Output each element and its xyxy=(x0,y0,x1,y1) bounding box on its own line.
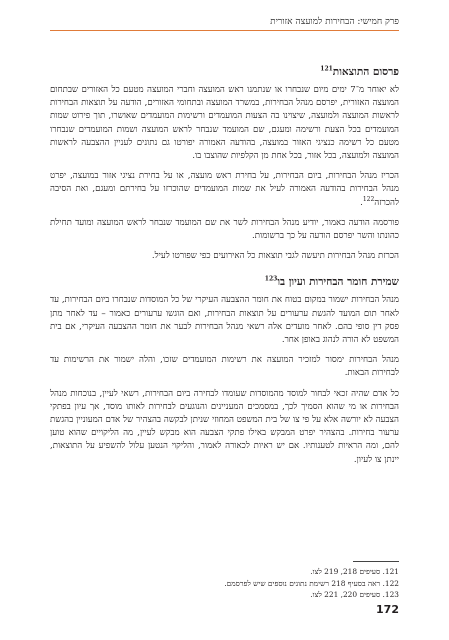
footnote-ref[interactable]: 123 xyxy=(264,275,278,283)
paragraph xyxy=(50,170,399,210)
heading-text: פרסום התוצאות xyxy=(332,66,399,78)
page-number: 172 xyxy=(376,603,399,616)
paragraph: פורסמה הודעה כאמור, יודיע מנהל הבחירות לשר את שם המועמד שנבחר לראש המועצה ומועד תחילת כהונתו והשר יפרסם הודעה על כך ברשומות. xyxy=(50,217,399,242)
footnote-divider xyxy=(353,561,399,562)
footnotes xyxy=(50,561,399,601)
page-content xyxy=(50,66,399,474)
heading-text: שמירת חומר הבחירות ועיון בו xyxy=(277,276,399,289)
header-divider xyxy=(50,30,399,31)
running-header: פרק חמישי: הבחירות למועצה אזורית xyxy=(270,17,399,27)
footnote: 122. ראה בסעיף 218 רשימת נתונים נוספים שיש לפרסמם. xyxy=(224,578,399,588)
paragraph: כל אדם שהיה זכאי לבחור למוסד מהמוסדות שעומדו לבחירה ביום הבחירות, רשאי לעיין, בנוכחות מנהל הבחירות או מי שהוא הסמיך לכך, במסמכים המעניינים והנוגעים לבחירות לאותו מוסד, אך עיון בפתקי הצבעה לא יורשה אלא על פי צו של בית המשפט המחוזי שניתן לבקשה בהצהיר של אדם המעוניין בהגשת ערעור בחירות. בהצהיר יפרט המבקש באילו פתקי הצבעה הוא מבקש לעיין, מה הליקויים שהוא טוען להם, ומה הראיות לטענותיו. אם יש ראיות לכאורה לאמור, והליקוי הנטען עלול להשפיע על התוצאות, יינתן צו לעיון. xyxy=(50,388,399,465)
footnote-ref[interactable]: 121 xyxy=(320,65,333,73)
footnote: 121. סעיפים 218, 219 לצו. xyxy=(310,567,399,576)
paragraph: הכרזת מנהל הבחירות תיעשה לגבי תוצאות כל האירועים כפי שפורטו לעיל. xyxy=(151,251,399,262)
footnote: 123. סעיפים 220, 221 לצו. xyxy=(310,590,399,600)
paragraph-text: הכריז מנהל הבחירות, ביום הבחירות, על בחירת ראש מועצה, או על בחירת נציגי אזור במועצה, יפרט מנהל הבחירות בהודעה האמורה לעיל את שמות המועמדים שהוכרזו על בחירתם ומעגם, ואת הסיבה להכרזה xyxy=(50,171,399,208)
section-heading-retention xyxy=(50,276,399,289)
footnote-ref[interactable]: 122 xyxy=(362,195,375,203)
paragraph-end: . xyxy=(360,197,363,208)
paragraph: לא יאוחר מ־7 ימים מיום שנבחרו או שנתמנו ראש המועצה וחברי המועצה מטעם כל האזורים שבתחום המועצה האזורית, יפרסם מנהל הבחירות, במשרד המועצה ובתחומי האזורים, הודעה על תוצאות הבחירות לראשות המועצה ולמועצה, שיצוינו בה הצעות המועמדים ורשימות המועמדים שאושרו, תוך פירוט שמות המועמדים בכל הצעת ורשימה ומעגם, שם המועמד שנבחר לראש המועצה ושמות המועמדים שנבחרו מטעם כל רשימה כנציגי האזור במועצה, בהודעה האמורה יפורטו גם נתונים לעניין ההצבעה לראשות המועצה ולמועצה, בכל אזור, בכל אחת מן הקלפיות שהוצבו בו. xyxy=(50,85,399,162)
paragraph: מנהל הבחירות ישמור במקום בטוח את חומר ההצבעה העיקרי של כל המוסדות שנבחרו ביום הבחירות, עד לאחר תום המועד להגשת ערעורים על תוצאות הבחירות, ואם הוגשו ערעורים כאמור – עד לאחר מתן פסק דין סופי בהם. לאחר מועדים אלה רשאי מנהל הבחירות לבער את חומר ההצבעה העיקרי, אם בית המשפט לא הורה לנהוג באופן אחר. xyxy=(50,295,399,346)
section-heading-publication xyxy=(50,66,399,79)
paragraph: מנהל הבחירות ימסור למזכיר המועצה את רשימות המועמדים שזכו, והלה ישמור את הרשימות עד לבחירות הבאות. xyxy=(50,355,399,379)
